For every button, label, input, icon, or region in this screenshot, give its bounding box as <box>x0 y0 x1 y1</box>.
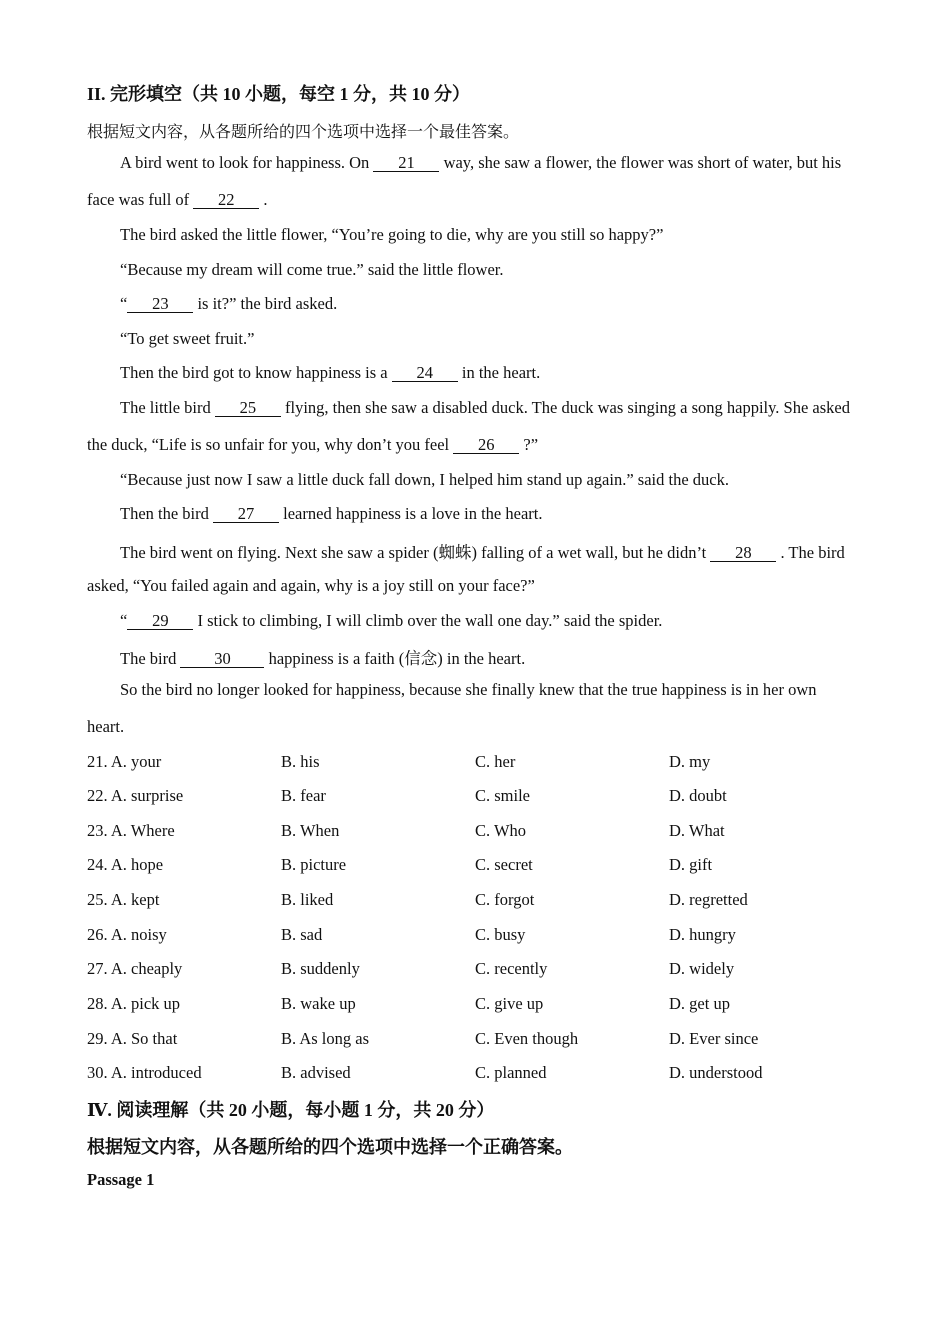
option-row <box>87 1063 887 1085</box>
option-d: D. hungry <box>669 925 736 944</box>
option-a: 27. A. cheaply <box>87 959 183 978</box>
passage-paragraph-7-cont: the duck, “Life is so unfair for you, why don’t you feel 26 ?” <box>87 435 539 454</box>
passage-paragraph-9: Then the bird 27 learned happiness is a love in the heart. <box>120 504 543 523</box>
option-d: D. get up <box>669 994 730 1013</box>
option-c: C. Who <box>475 821 527 840</box>
blank-30: 30 <box>180 650 264 668</box>
option-a: 24. A. hope <box>87 855 164 874</box>
blank-25: 25 <box>215 399 281 417</box>
option-row <box>87 959 887 981</box>
option-c: C. secret <box>475 855 533 874</box>
option-a: 21. A. your <box>87 752 162 771</box>
option-d: D. gift <box>669 855 713 874</box>
blank-22: 22 <box>193 191 259 209</box>
option-row <box>87 994 887 1016</box>
blank-24: 24 <box>392 364 458 382</box>
option-a: 29. A. So that <box>87 1029 178 1048</box>
passage-paragraph-3: “Because my dream will come true.” said the little flower. <box>120 260 504 279</box>
option-d: D. regretted <box>669 890 748 909</box>
blank-27: 27 <box>213 505 279 523</box>
option-row <box>87 925 887 947</box>
option-a: 30. A. introduced <box>87 1063 202 1082</box>
option-b: B. When <box>281 821 340 840</box>
passage-paragraph-13-cont: heart. <box>87 717 125 736</box>
option-d: D. my <box>669 752 711 771</box>
option-b: B. sad <box>281 925 323 944</box>
blank-28: 28 <box>710 544 776 562</box>
passage-paragraph-13: So the bird no longer looked for happiness, because she finally knew that the true happiness is in her own <box>120 680 817 699</box>
option-c: C. her <box>475 752 516 771</box>
passage-paragraph-10-cont: asked, “You failed again and again, why is a joy still on your face?” <box>87 576 535 595</box>
option-b: B. liked <box>281 890 334 909</box>
blank-21: 21 <box>373 154 439 172</box>
blank-23: 23 <box>127 295 193 313</box>
passage-paragraph-4: “ 23 is it?” the bird asked. <box>120 294 338 313</box>
option-b: B. wake up <box>281 994 356 1013</box>
option-c: C. smile <box>475 786 531 805</box>
passage-paragraph-10: The bird went on flying. Next she saw a spider (蜘蛛) falling of a wet wall, but he didn’t 28 . The bird <box>120 543 845 562</box>
passage-paragraph-2: The bird asked the little flower, “You’re going to die, why are you still so happy?” <box>120 225 664 244</box>
option-b: B. advised <box>281 1063 351 1082</box>
passage-1-label: Passage 1 <box>87 1170 155 1189</box>
option-a: 26. A. noisy <box>87 925 167 944</box>
option-a: 22. A. surprise <box>87 786 184 805</box>
option-row <box>87 752 887 774</box>
passage-paragraph-7: The little bird 25 flying, then she saw a disabled duck. The duck was singing a song happily. She asked <box>120 398 851 417</box>
option-c: C. recently <box>475 959 548 978</box>
option-c: C. planned <box>475 1063 547 1082</box>
option-row <box>87 786 887 808</box>
section-4-title: Ⅳ. 阅读理解（共 20 小题，每小题 1 分，共 20 分） <box>87 1100 495 1120</box>
option-row <box>87 1029 887 1051</box>
option-a: 25. A. kept <box>87 890 160 909</box>
option-a: 28. A. pick up <box>87 994 181 1013</box>
section-2-title: II. 完形填空（共 10 小题，每空 1 分，共 10 分） <box>87 84 471 104</box>
passage-paragraph-12: The bird 30 happiness is a faith (信念) in the heart. <box>120 649 526 668</box>
section-4-instruction: 根据短文内容，从各题所给的四个选项中选择一个正确答案。 <box>87 1137 573 1157</box>
passage-paragraph-11: “ 29 I stick to climbing, I will climb over the wall one day.” said the spider. <box>120 611 663 630</box>
option-d: D. Ever since <box>669 1029 759 1048</box>
option-b: B. fear <box>281 786 326 805</box>
option-a: 23. A. Where <box>87 821 175 840</box>
option-d: D. doubt <box>669 786 727 805</box>
option-b: B. suddenly <box>281 959 360 978</box>
section-2-instruction: 根据短文内容，从各题所给的四个选项中选择一个最佳答案。 <box>87 124 520 141</box>
option-b: B. his <box>281 752 320 771</box>
passage-paragraph-6: Then the bird got to know happiness is a 24 in the heart. <box>120 363 541 382</box>
passage-paragraph-1: A bird went to look for happiness. On 21 way, she saw a flower, the flower was short of water, but his <box>120 153 842 172</box>
option-c: C. busy <box>475 925 526 944</box>
option-c: C. forgot <box>475 890 535 909</box>
passage-paragraph-1-cont: face was full of 22 . <box>87 190 268 209</box>
option-b: B. picture <box>281 855 347 874</box>
blank-29: 29 <box>127 612 193 630</box>
passage-paragraph-8: “Because just now I saw a little duck fall down, I helped him stand up again.” said the duck. <box>120 470 729 489</box>
option-d: D. widely <box>669 959 735 978</box>
option-row <box>87 821 887 843</box>
passage-paragraph-5: “To get sweet fruit.” <box>120 329 255 348</box>
option-b: B. As long as <box>281 1029 370 1048</box>
option-d: D. What <box>669 821 725 840</box>
option-d: D. understood <box>669 1063 763 1082</box>
option-row <box>87 890 887 912</box>
option-c: C. give up <box>475 994 544 1013</box>
blank-26: 26 <box>453 436 519 454</box>
option-row <box>87 855 887 877</box>
option-c: C. Even though <box>475 1029 579 1048</box>
